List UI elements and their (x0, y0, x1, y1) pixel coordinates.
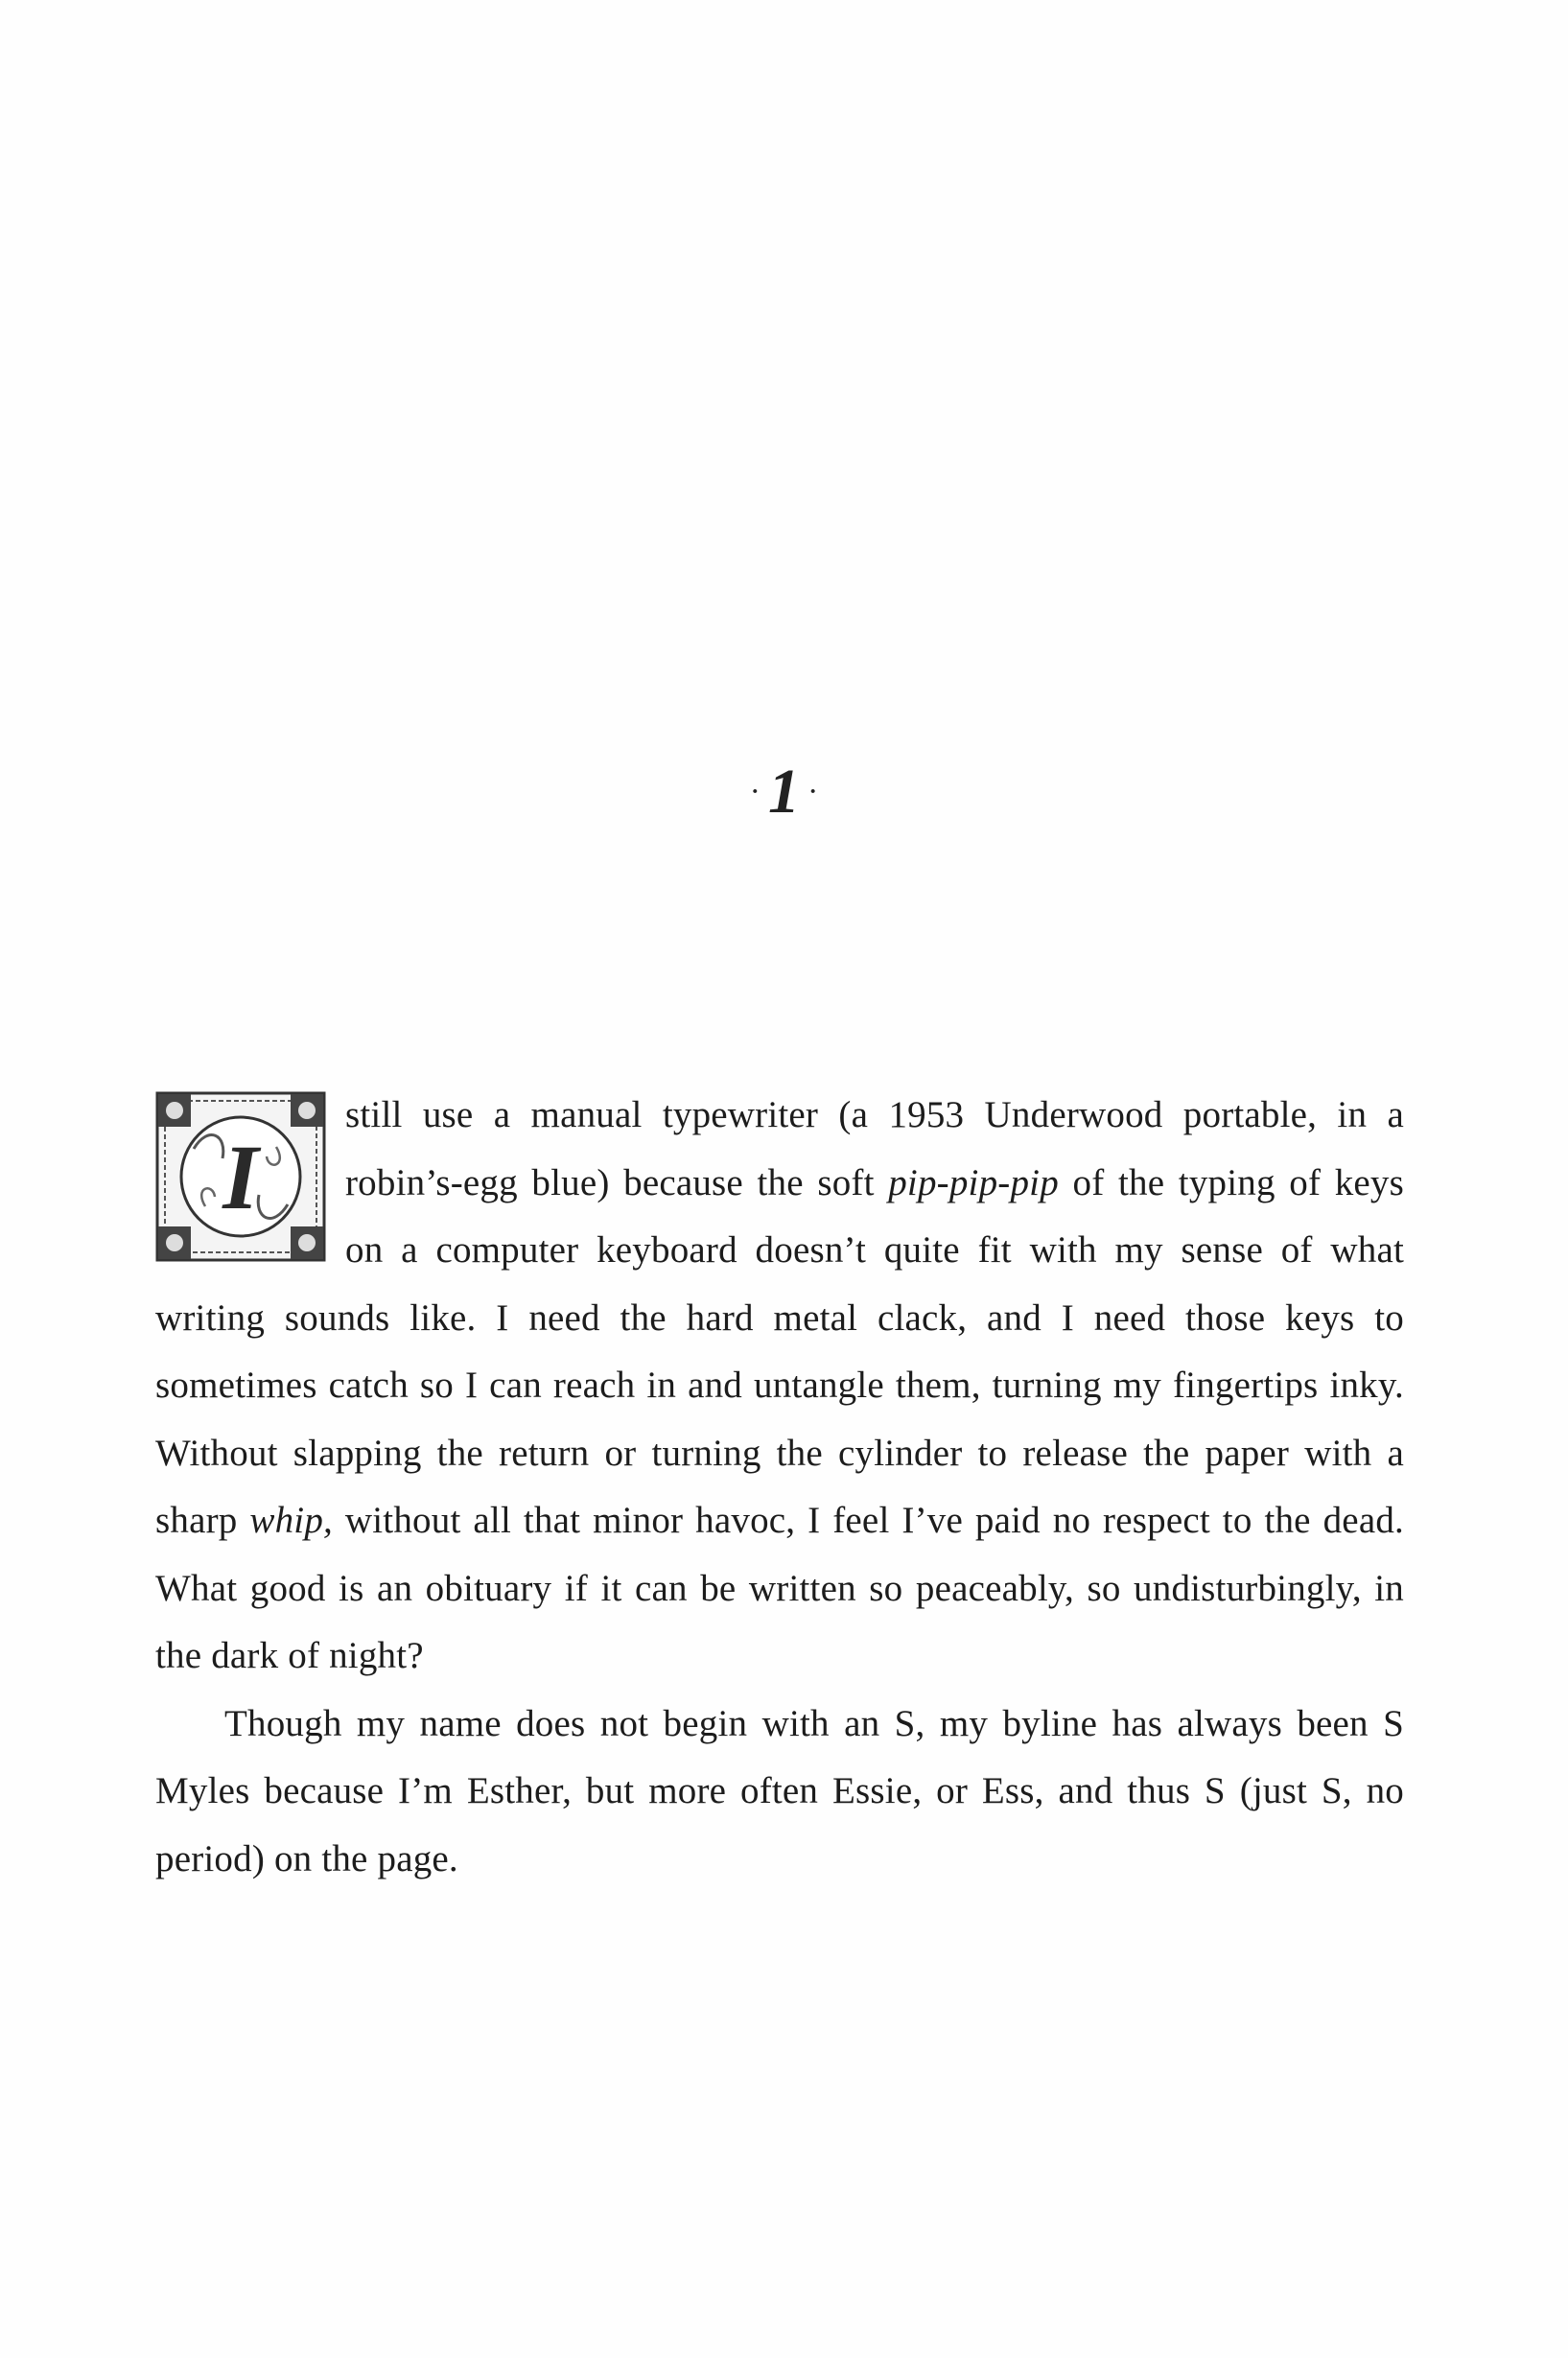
paragraph-1-text-b: of the typing of keys on a computer keyboard doesn’t quite fit with my sense of what writing sounds like. I need the hard metal clack, and I need those keys to sometimes catch so I can reach in and untangle them, turning my fingertips inky. Without slapping the return or turning the cylinder to release the paper with a sharp (155, 1161, 1404, 1541)
chapter-heading (0, 754, 1568, 836)
paragraph-1-italic-b: whip, (249, 1500, 333, 1541)
paragraph-2: Though my name does not begin with an S, my byline has always been S Myles because I’m Esther, but more often Essie, or Ess, and thus S (just S, no period) on the page. (155, 1702, 1404, 1879)
chapter-dot-right: · (807, 773, 819, 809)
chapter-dot-left: · (749, 773, 761, 809)
body-text (155, 1082, 1404, 1893)
chapter-number: 1 (768, 757, 800, 827)
paragraph-1-text-a: still use a manual typewriter (a 1953 Underwood portable, in a robin’s-egg blue) because the soft (345, 1094, 1404, 1203)
paragraph-1-italic-a: pip-pip-pip (888, 1161, 1059, 1203)
drop-cap-letter: I (222, 1126, 259, 1228)
ornamental-drop-cap (155, 1091, 326, 1262)
paragraph-1-text-c: without all that minor havoc, I feel I’ve paid no respect to the dead. What good is an obituary if it can be written so peaceably, so undisturbingly, in the dark of night? (155, 1500, 1404, 1676)
drop-cap-ornament-icon (155, 1091, 326, 1262)
paragraph-1 (155, 1082, 1404, 1691)
